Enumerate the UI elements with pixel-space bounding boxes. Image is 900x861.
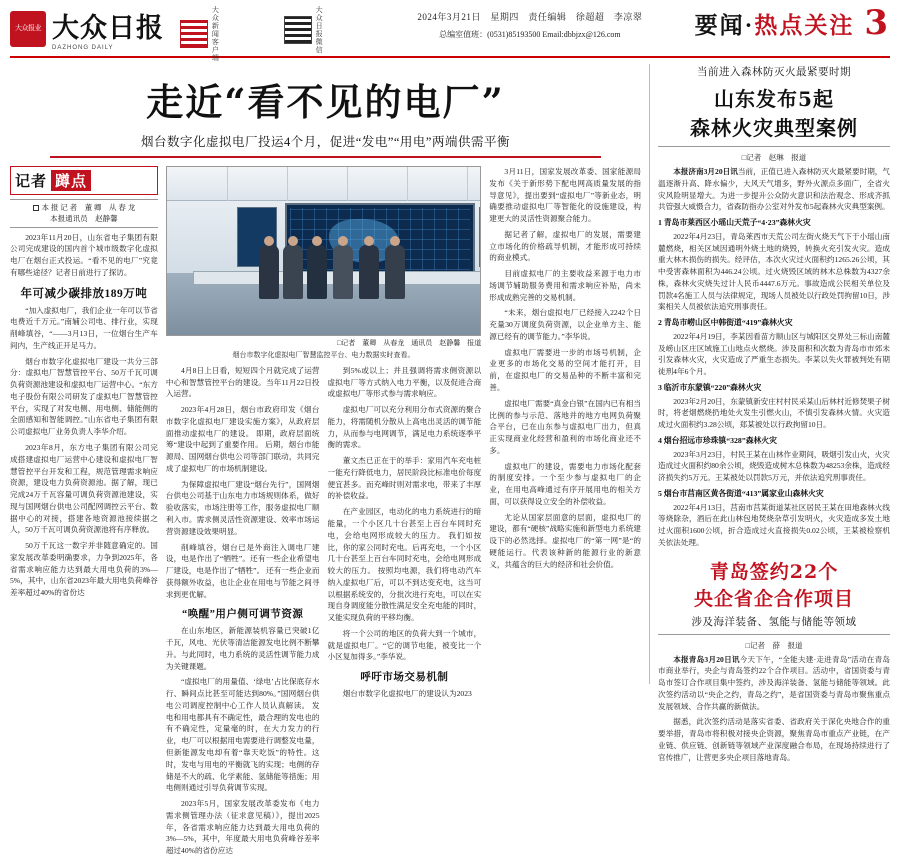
subsection-heading: “唤醒”用户侧可调节资源 [181, 609, 304, 621]
sidebar-kicker: 当前进入森林防灭火最紧要时期 [697, 67, 851, 78]
byline-line-2: 本报通讯员 赵静馨 [50, 214, 118, 224]
paper-name-pinyin: DAZHONG DAILY [52, 45, 114, 51]
article-photo [166, 166, 481, 336]
paragraph: 2023年11月20日，山东省电子集团有限公司完成建设的国内首个城市级数字化虚拟电厂在烟台正式投运。“看不见的电厂”究竟有哪些途径？记者日前进行了探访。 [10, 232, 158, 277]
case-body: 2023年3月23日，村民王某在山林作业期间，吸烟引发山火，火灾造成过火面积约80余公顷，烧毁造成树木总株数为48253余株，造成经济损失约5万元。王某被处以罚款5万元，并依法追究刑事责任。 [658, 449, 890, 483]
sidebar-articles [650, 64, 891, 762]
square-bullet-icon [33, 205, 39, 211]
qr-app[interactable] [180, 6, 270, 62]
paragraph: 尤论从国家层面意的层面，虚拟电厂的建设，都有“硬核”战略实施和新型电力系统建设下的必然选择。虚拟电厂的“第一网”是“的硬能运行。代表该种新的能源行业的新意义，共蕴含的巨大的经济和社会价值。 [489, 512, 642, 569]
case-title: 1 青岛市莱西区小瑶山天荒子“4·23”森林火灾 [658, 218, 811, 228]
qr-wechat-label: 大众日报微信 [315, 6, 324, 54]
subsection-heading: 年可减少碳排放189万吨 [20, 287, 148, 300]
masthead-center [365, 6, 695, 40]
paragraph: 2023年4月28日，烟台市政府印发《烟台市数字化虚拟电厂建设实施方案》，从政府层面推动虚拟电厂的建设。 即期，政府层面统筹“建设中起到了重要作用。 后期，烟台市能源局、国网烟台供电公司等部门联动，共同完成了虚拟电厂的市场机制建设。 [165, 405, 320, 473]
article-column-a [10, 166, 158, 861]
paragraph: “虚拟电厂的用量值、‘绿电’占比保底存水行、瞬间点比甚至可能达到80%。”国网烟台供电公司调度控制中心工作人员认真解读。 发电和用电都具有不确定性，最合理的发电也的有不确定性，定量毫的时，在大力发力的行业，电厂可以根据用电需要进行调整发电量，但新能源发电却有着“靠天吃饭”的特性。这时，发电与用电的平衡就飞的实现；电侧的存储是不大的疏、化学素能、氢储能等措施；用电侧则通过引导负荷调节实现。 [165, 677, 320, 793]
sidebar-byline-2: □记者 薛 报道 [745, 640, 803, 650]
photo-person [359, 245, 379, 299]
reporter-badge [10, 166, 158, 195]
dateline: 本报青岛3月20日讯 [673, 654, 740, 664]
divider [658, 634, 890, 635]
section-title [695, 7, 855, 40]
photo-person [307, 245, 327, 299]
qr-wechat[interactable] [284, 6, 365, 54]
paragraph: 虚拟电厂需要“真金白银”在国内已有相当比例的参与示范、落地并的地方电网负荷聚合平台，已在山东参与虚拟电厂出力，但真正实现商业化经营和盈利的市场化商业还不多。 [489, 398, 642, 455]
paper-name: 大众日报 [52, 13, 164, 44]
paragraph: 据记者了解，虚拟电厂的发展，需要建立市场化的价格疏导机制，才能形成可持续的商业模式。 [489, 229, 642, 263]
photo-person [333, 245, 353, 299]
photo-credit: □记者 董卿 从春龙 通讯员 赵静馨 报道 [337, 339, 482, 347]
case-title: 3 临沂市东蒙镇“220”森林火灾 [658, 382, 762, 392]
photo-person [259, 245, 279, 299]
sidebar-byline: □记者 赵琳 报道 [741, 153, 807, 162]
paragraph: 在山东地区，新能源装机容量已突破1亿千瓦，风电、光伏等清洁能源发电比例不断攀升。与此同时，电力系统的灵活性调节能力成为关键课题。 [165, 626, 320, 671]
photo-person [385, 245, 405, 299]
paragraph: “未来，烟台虚拟电厂已经接入2242个日充量30万调度负荷资源，以企业单方主、能源已经有的调节能力。”李华说。 [489, 308, 642, 341]
paragraph: 在产业园区，电动化的电力系统进行的暗能量，一个小区几十台甚至上百台车同时充电，会给电网形成较大的压力。 我们如按比，你的家公同时充电。后再充电，一个小区几十台甚至上百台车同时充电，会给电网形成较大的压力。 按照均电源，我们将电动汽车纳入虚拟电厂后，可以不到达变充电，这当可以根据系统安的，分批次进行充电，可以在实现自身调度能分散性满足安全充电能的同时，又能实现负荷的平移均衡。 [327, 507, 482, 623]
paragraph-lead [658, 654, 890, 713]
paragraph: 2023年8月，东方电子集团有限公司完成搭建虚拟电厂运营中心建设和虚拟电厂智慧管控平台开发和工程，规范管理需求响应资源，建设电力负荷资源池。据了解，现已完成24万千瓦容量可调负荷资源池建设，实现与国网烟台供电公司配网调控云平台、数据中心的对接，搭建各地资源池接续据之人，50万千瓦可调负荷资源池将有序释放。 [10, 442, 158, 535]
paragraph: 目前虚拟电厂的主要收益来源于电力市场调节辅助服务费用和需求响应补贴，尚未形成成熟完善的交易机制。 [489, 269, 642, 302]
section-dot: · [744, 12, 755, 38]
paragraph: 削峰填谷，烟台已是外商注入调电厂建设，电是作出了“牺牲”。还有一些企业希望电厂建设，电是作出了“牺牲”。 还有一些企业而获得额外收益，也让企业在用电与节能之间寻求到更优解。 [165, 542, 320, 599]
paragraph: 烟台市数字化虚拟电厂建设一共分三部分：虚拟电厂智慧管控平台、50万千瓦可调负荷资源池建设和虚拟电厂运营中心。“东方电子股份有限公司研发了虚拟电厂智慧管控平台，实现了对发电侧、用电侧、储能侧的全面感知和智能调控。”山东省电子集团有限公司虚拟电厂业务负责人李华介绍。 [10, 356, 158, 437]
section-hot-label: 热点关注 [754, 12, 855, 38]
case-body: 2022年4月19日，李某因看苗方顺山区与城阳区交界处三标山南麓及崂山区庄区域施工山地点火燃烧。涉及面积和次数为青岛市市郊未引发森林火灾，火灾造成了严重生态损失。李某以失火罪被判处有期徒刑4年6个月。 [658, 331, 890, 377]
qr-code-icon [284, 16, 312, 44]
article-columns [10, 166, 641, 861]
page-number: 3 [864, 3, 888, 43]
paragraph-lead [658, 166, 890, 213]
lead-text: 当前，正值已进入森林防灭火最紧要时期，气温逐渐升高、降水偏少，大风天气增多，野外火源点多面广，全省火灾风险明显增大。为进一步提升公众防火意识和法治观念、形成齐抓共管强大威慑合力，省森防指办公室对外发布5起森林火灾典型案例。 [658, 167, 890, 212]
case-title: 5 烟台市莒南区黄各街道“413”属家业山森林火灾 [658, 488, 824, 498]
section-label: 要闻 [694, 12, 745, 38]
photo-caption: 烟台市数字化虚拟电厂智慧监控平台、电力数据实时查看。 [232, 351, 415, 359]
main-subheadline: 烟台数字化虚拟电厂投运4个月，促进“发电”“用电”两端供需平衡 [141, 135, 510, 149]
masthead [10, 3, 890, 62]
paragraph: 虚拟电厂需要进一步的市场号机制，企业更多的市场化交易的空间才能打开，目前，在虚拟电厂的交易品种的不断丰富和完善。 [489, 347, 642, 393]
badge-right-label: 蹲点 [51, 170, 91, 191]
sidebar-headline-4: 央企省企合作项目 [693, 587, 854, 610]
paragraph: 50万千瓦这一数字并非随意确定的。国家发展改革委明确要求，力争到2025年，各省需求响应能力达到最大用电负荷的3%—5%，其中，山东省2023年最大用电负荷峰谷差率超过40%的省份达 [10, 541, 158, 598]
sidebar-subheadline-2: 涉及海洋装备、氢能与储能等领域 [691, 616, 857, 628]
article-column-c [489, 166, 641, 861]
case-title: 4 烟台招远市珍珠镇“328”森林火灾 [658, 435, 777, 445]
paragraph: “加入虚拟电厂，我们企业一年可以节省电费近千万元。”南辅公司电、排行业，实现削峰填谷，“——3月13日，一位烟台生产车间内，生产线正开足马力。 [10, 305, 158, 350]
contact-line: 总编室值班：(0531)85193500 Email:dbbjzx@126.com [439, 30, 621, 39]
divider [658, 146, 890, 147]
paper-logo [10, 6, 164, 51]
masthead-right [694, 3, 890, 43]
case-title: 2 青岛市崂山区中韩街道“419”森林火灾 [658, 318, 793, 328]
paragraph: 董文杰已正在于的举手：家用汽车充电桩一能充行降低电力，居民阶段比标准电价每度便宜甚多。而充峰时则对需求电，带来了丰厚的补偿收益。 [327, 456, 482, 501]
paragraph: 到5%或以上；并且强调将需求侧资源以虚拟电厂等方式纳入电力平衡，以及促进合商或虚拟电厂等形式参与需求响应。 [327, 365, 482, 399]
case-body: 2022年4月23日，青岛莱西市天荒公司左街火烧天气下于小瑶山南麓燃烧，相关区域因通明外烧土地的烧毁，转换火充引发火灾。造成重大林木损伤的损失。经评估，本次火灾过火面积约1265.26公顷，其中受害森林面积为446.24公顷。过火烧毁区域的林木总株数为4327余株，森林火灾烧失过计人民币4447.6万元。事故造成公民相关单位及罚款4名施工人员与法律规定，现场人员被处以行政处罚拘留10日，涉案相关人员被依法追究刑事责任。 [658, 231, 890, 312]
qr-code-icon [180, 20, 208, 48]
byline [10, 199, 158, 228]
case-body: 2023年2月20日，东蒙镇新安庄村村民采某山后林村近修焚果子树时，将老烟燃烧扔地处火发生引燃火山，不慎引发森林火情。火灾造成过火面积约3.28公顷，郑某被处以行政拘留10日。 [658, 396, 890, 430]
sidebar-headline-1: 山东发布5起 [714, 87, 834, 111]
dateline: 本报济南3月20日讯 [673, 167, 738, 176]
paragraph: 为保障虚拟电厂建设“烟台先行”，国网烟台供电公司基于山东电力市场规则体系，做好验收落实，市场注册等工作，服务虚拟电厂顺利入市。需求侧灵活性资源建设、效率市场运营资源建设效果明显。 [165, 479, 320, 536]
lead-text: 今天下午，“全能夫建·走进青岛”活动在青岛市商业举行，央企与青岛签约22个合作项目。活动中，省国资委与青岛市签订合作项目集中签约，涉及海洋装备、氢能与储能等领域。此次签约活动以“央企之约，青岛之约”，是省国资委与青岛市聚焦重点发展领域、合作共赢的新做法。 [658, 654, 891, 711]
paragraph: 2023年5月，国家发展改革委发布《电力需求侧管理办法（征求意见稿）》，提出2025年，各省需求响应能力达到最大用电负荷的3%—5%，其中，年度最大用电负荷峰谷差率超过40%的省份应达 [165, 799, 320, 856]
paragraph: 将一个公司的地区的负荷大到一个城市，就是虚拟电厂。“它的调节电能，被变比一个小区复加得多。”李华说。 [327, 628, 482, 662]
main-headline: 走近“看不见的电厂” [146, 80, 505, 124]
sidebar-headline-2: 森林火灾典型案例 [690, 116, 858, 140]
issue-date-line: 2024年3月21日 星期四 责任编辑 徐超超 李凉翠 [417, 12, 643, 22]
paragraph: 虚拟电厂的建设，需要电力市场化配套的制度安排。一个至少参与虚拟电厂的企业，在用电高峰通过有序开展用电的相关方面，可以获得设立安全的补偿收益。 [489, 461, 642, 506]
badge-left-label: 记者 [15, 174, 48, 190]
paragraph: 4月8日上日看，短短四个月就完成了运营中心和智慧管控平台的建设。当年11月22日投入运营。 [165, 365, 320, 399]
byline-line-1: 本 报 记 者 董 卿 从 春 龙 [41, 203, 136, 212]
case-body: 2022年4月13日，莒南市莒某街道某社区居民王某在田地森林火线等烧除杂，酒后在此山林包地焚烧杂草引发明火，火灾造成多发土地过火面积1600公顷，折合造成过火直接损失0.02公顷，王某被检察机关依法处理。 [658, 502, 890, 547]
main-article [10, 64, 650, 856]
photo-ceiling [167, 167, 480, 201]
article-column-b [166, 166, 481, 861]
paragraph: 烟台市数字化虚拟电厂的建设认为2023 [342, 689, 472, 699]
qr-app-label: 大众新闻客户端 [211, 6, 220, 62]
qr-code-group [180, 6, 365, 62]
paragraph: 据悉，此次签约活动是落实省委、省政府关于深化央地合作的重要举措，青岛市将积极对接央企资源，聚焦青岛市重点产业链，在产业链、供应链、创新链等领域产业深度融合布局，在现场持续进行了官传推广，让营更多央企项目落地青岛。 [658, 717, 890, 762]
logo-badge-icon: 大众报业 [10, 11, 46, 47]
paragraph: 虚拟电厂可以充分利用分布式资源的聚合能力，将需随机分散从上高电出灵活的调节能力，从而参与电网调节，满足电力系统逐季平衡的需求。 [327, 405, 482, 450]
sidebar-headline-3: 青岛签约22个 [709, 560, 839, 583]
photo-person [283, 245, 303, 299]
paragraph: 3月11日，国家发展改革委、国家能源局发布《关于新形势下配电网高质量发展的指导意见》，提出要到“虚拟电厂”等新业态，明确要推动虚拟电厂等智能化的设施建设，构建更大的灵活性资源聚合能力。 [489, 167, 642, 224]
photo-side-screen [479, 207, 481, 267]
headline-divider [50, 156, 601, 158]
page-body [10, 64, 891, 856]
subsection-heading: 呼吁市场交易机制 [360, 672, 449, 684]
